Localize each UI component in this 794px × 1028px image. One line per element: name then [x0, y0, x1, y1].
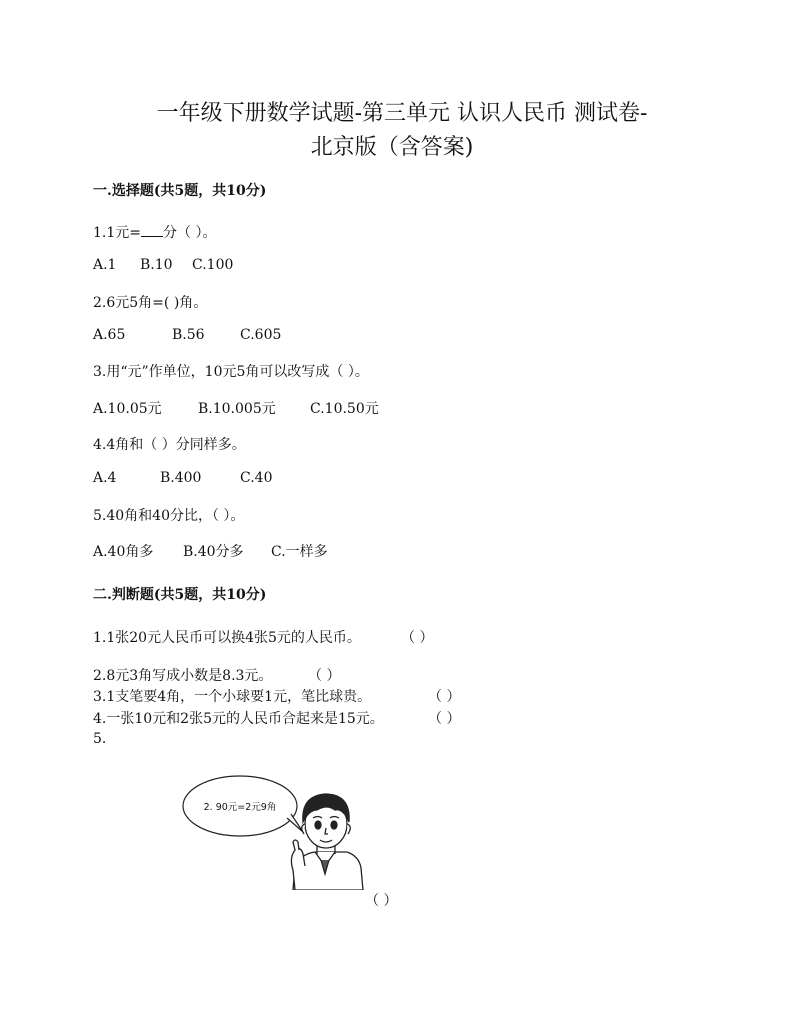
boy-icon: [291, 794, 363, 890]
option-a[interactable]: A.65: [93, 327, 126, 343]
choice-question-3: 3.用“元”作单位，10元5角可以改写成（ ）。: [93, 364, 369, 380]
answer-bracket[interactable]: （ ）: [428, 711, 461, 727]
choice-question-2: 2.6元5角=( )角。: [93, 295, 208, 311]
answer-bracket[interactable]: （ ）: [365, 893, 398, 909]
judgement-question-2: 2.8元3角写成小数是8.3元。: [93, 668, 273, 684]
option-c[interactable]: C.10.50元: [310, 401, 379, 417]
option-a[interactable]: A.40角多: [93, 544, 154, 560]
page-title-line-1: 一年级下册数学试题-第三单元 认识人民币 测试卷-: [156, 101, 648, 126]
answer-bracket[interactable]: （ ）: [308, 668, 341, 684]
section-heading-choice: 一.选择题(共5题，共10分): [93, 183, 267, 199]
choice-question-4: 4.4角和（ ）分同样多。: [93, 437, 246, 453]
option-b[interactable]: B.400: [160, 470, 202, 486]
option-c[interactable]: C.一样多: [271, 544, 328, 560]
speech-bubble: [183, 776, 303, 836]
judgement-question-5: 5.: [93, 731, 107, 747]
boy-speech-illustration: [175, 770, 375, 890]
judgement-question-3: 3.1支笔要4角，一个小球要1元，笔比球贵。: [93, 689, 372, 705]
option-a[interactable]: A.1: [93, 257, 117, 273]
option-b[interactable]: B.40分多: [183, 544, 244, 560]
question-stem-before-blank: 1.1元=: [93, 225, 141, 241]
judgement-question-4: 4.一张10元和2张5元的人民币合起来是15元。: [93, 711, 384, 727]
option-c[interactable]: C.100: [192, 257, 234, 273]
option-c[interactable]: C.605: [240, 327, 282, 343]
option-b[interactable]: B.56: [172, 327, 205, 343]
answer-bracket[interactable]: （ ）: [428, 689, 461, 705]
choice-question-1: [93, 222, 216, 242]
question-stem-after-blank: 分（ ）。: [163, 225, 217, 241]
page-title-line-2: 北京版（含答案): [310, 135, 474, 160]
section-heading-judgement: 二.判断题(共5题，共10分): [93, 587, 267, 603]
answer-blank[interactable]: [141, 224, 163, 237]
answer-bracket[interactable]: （ ）: [401, 630, 434, 646]
option-b[interactable]: B.10: [140, 257, 173, 273]
judgement-question-1: 1.1张20元人民币可以换4张5元的人民币。: [93, 630, 361, 646]
option-a[interactable]: A.4: [93, 470, 117, 486]
option-a[interactable]: A.10.05元: [93, 401, 162, 417]
option-b[interactable]: B.10.005元: [198, 401, 276, 417]
option-c[interactable]: C.40: [240, 470, 273, 486]
speech-bubble-text: 2. 90元=2元9角: [203, 802, 277, 813]
choice-question-5: 5.40角和40分比，（ ）。: [93, 508, 245, 524]
